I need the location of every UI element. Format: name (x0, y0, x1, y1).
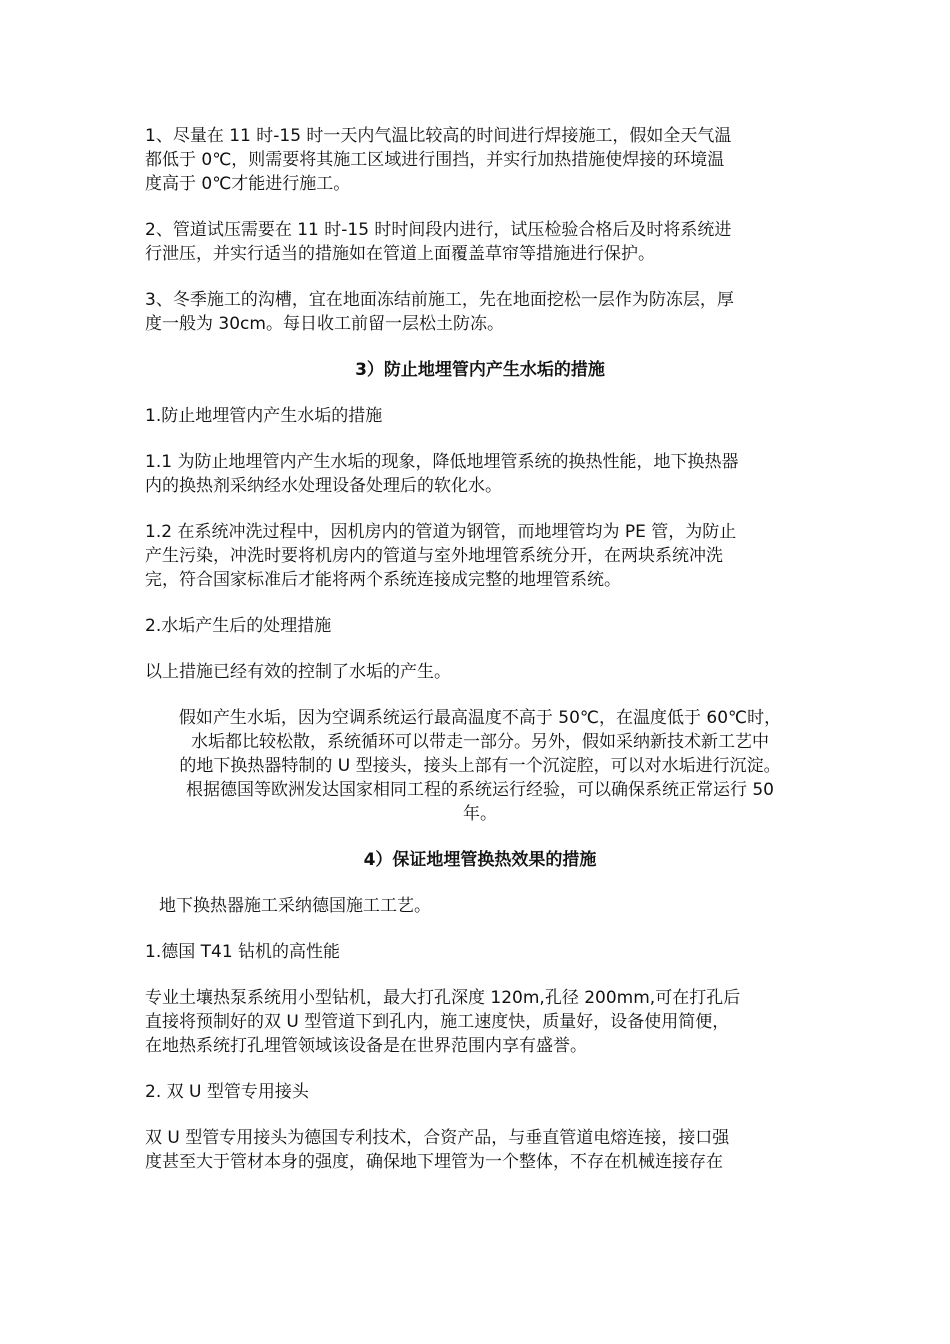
text-line: 根据德国等欧洲发达国家相同工程的系统运行经验，可以确保系统正常运行 50 (185, 780, 775, 800)
paragraph-effective-control: 以上措施已经有效的控制了水垢的产生。 (145, 662, 451, 682)
text-line: 1.2 在系统冲洗过程中，因机房内的管道为钢管，而地埋管均为 PE 管，为防止 (145, 522, 737, 542)
text-line: 3、冬季施工的沟槽，宜在地面冻结前施工，先在地面挖松一层作为防冻层，厚 (145, 290, 734, 310)
section-heading-heat-exchange: 4）保证地埋管换热效果的措施 (363, 850, 597, 870)
text-line: 在地热系统打孔埋管领域该设备是在世界范围内享有盛誉。 (145, 1036, 587, 1056)
text-line: 都低于 0℃，则需要将其施工区域进行围挡，并实行加热措施使焊接的环境温 (145, 150, 725, 170)
paragraph-u-joint-description (145, 1126, 815, 1174)
subheading-t41-drill: 1.德国 T41 钻机的高性能 (145, 942, 341, 962)
text-line: 直接将预制好的双 U 型管道下到孔内，施工速度快，质量好，设备使用简便， (145, 1012, 730, 1032)
paragraph-1-2 (145, 520, 815, 592)
paragraph-1-1 (145, 450, 815, 498)
paragraph-trench (145, 288, 815, 336)
text-line: 假如产生水垢，因为空调系统运行最高温度不高于 50℃，在温度低于 60℃时， (178, 708, 782, 728)
subheading-u-joint: 2. 双 U 型管专用接头 (145, 1082, 309, 1102)
section-heading-scale: 3）防止地埋管内产生水垢的措施 (355, 360, 605, 380)
text-line: 1.1 为防止地埋管内产生水垢的现象，降低地埋管系统的换热性能，地下换热器 (145, 452, 739, 472)
text-line: 水垢都比较松散，系统循环可以带走一部分。另外，假如采纳新技术新工艺中 (191, 732, 769, 752)
paragraph-german-process: 地下换热器施工采纳德国施工工艺。 (159, 896, 431, 916)
text-line: 完，符合国家标准后才能将两个系统连接成完整的地埋管系统。 (145, 570, 621, 590)
paragraph-drill-description (145, 986, 815, 1058)
subheading-treatment: 2.水垢产生后的处理措施 (145, 616, 332, 636)
text-line: 度一般为 30cm。每日收工前留一层松土防冻。 (145, 314, 504, 334)
paragraph-pressure-test (145, 218, 815, 266)
text-line: 双 U 型管专用接头为德国专利技术，合资产品，与垂直管道电熔连接，接口强 (145, 1128, 730, 1148)
document-body (145, 124, 815, 1174)
text-line: 度高于 0℃才能进行施工。 (145, 174, 351, 194)
text-line: 度甚至大于管材本身的强度，确保地下埋管为一个整体，不存在机械连接存在 (145, 1152, 723, 1172)
paragraph-scale-handling (145, 706, 815, 826)
paragraph-welding (145, 124, 815, 196)
text-line: 1、尽量在 11 时-15 时一天内气温比较高的时间进行焊接施工，假如全天气温 (145, 126, 732, 146)
text-line: 产生污染，冲洗时要将机房内的管道与室外地埋管系统分开，在两块系统冲洗 (145, 546, 723, 566)
text-line: 内的换热剂采纳经水处理设备处理后的软化水。 (145, 476, 502, 496)
text-line: 专业土壤热泵系统用小型钻机，最大打孔深度 120m,孔径 200mm,可在打孔后 (145, 988, 741, 1008)
text-line: 年。 (463, 804, 497, 824)
text-line: 的地下换热器特制的 U 型接头，接头上部有一个沉淀腔，可以对水垢进行沉淀。 (179, 756, 781, 776)
subheading-prevention: 1.防止地埋管内产生水垢的措施 (145, 406, 383, 426)
text-line: 2、管道试压需要在 11 时-15 时时间段内进行，试压检验合格后及时将系统进 (145, 220, 732, 240)
text-line: 行泄压，并实行适当的措施如在管道上面覆盖草帘等措施进行保护。 (145, 244, 655, 264)
